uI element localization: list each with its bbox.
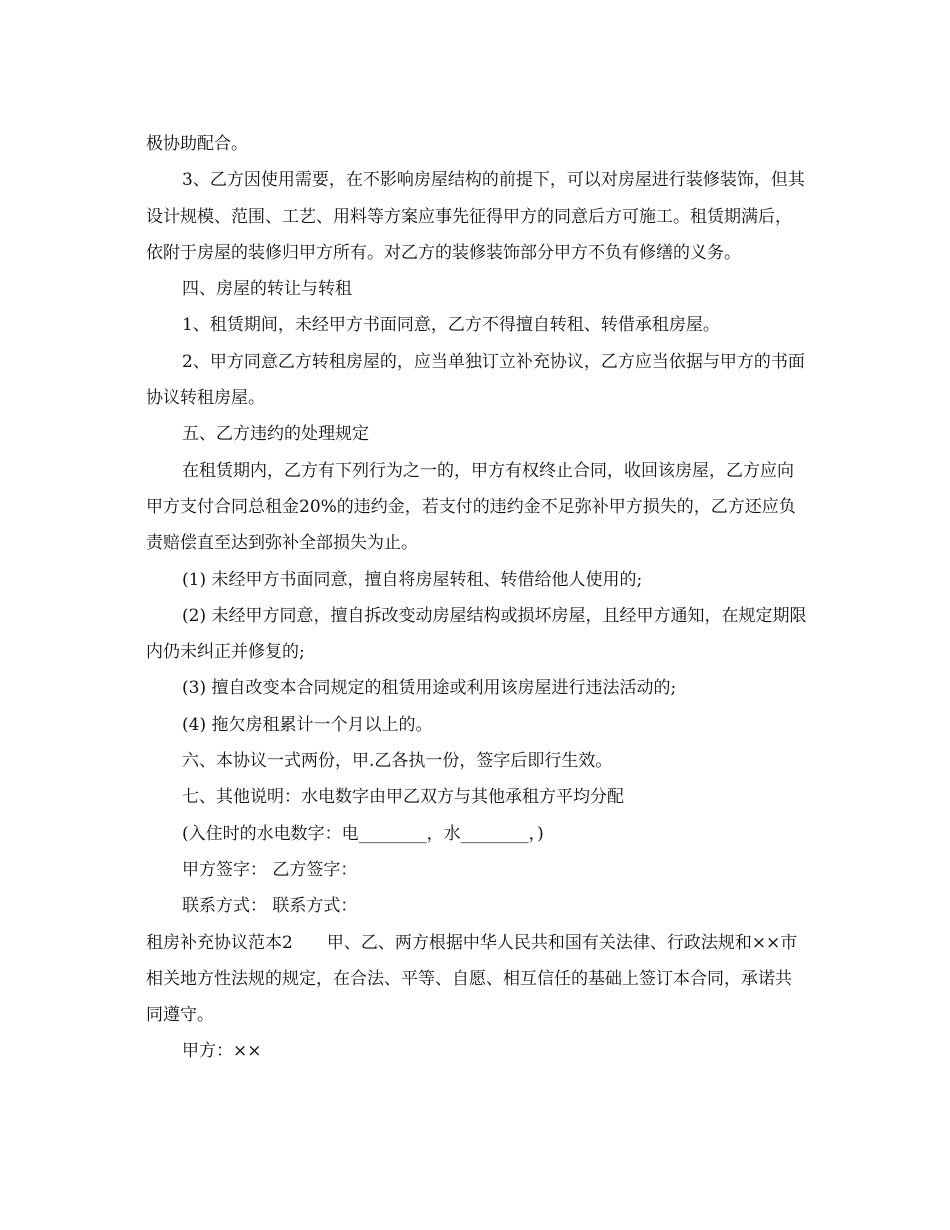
list-item: (3) 擅自改变本合同规定的租赁用途或利用该房屋进行违法活动的; xyxy=(182,678,677,699)
paragraph: 六、本协议一式两份，甲.乙各执一份，签字后即行生效。 xyxy=(182,751,613,772)
signature-line: 甲方签字： 乙方签字： xyxy=(182,859,358,880)
paragraph: (入住时的水电数字：电________，水________，) xyxy=(182,823,544,844)
section-heading: 四、房屋的转让与转租 xyxy=(182,279,352,300)
list-item: (4) 拖欠房租累计一个月以上的。 xyxy=(182,714,433,735)
party-line: 甲方：×× xyxy=(182,1041,262,1062)
document-body xyxy=(146,126,808,1070)
section-heading: 五、乙方违约的处理规定 xyxy=(182,424,369,445)
paragraph: 1、租赁期间，未经甲方书面同意，乙方不得擅自转租、转借承租房屋。 xyxy=(182,315,720,336)
paragraph: 极协助配合。 xyxy=(146,134,248,154)
paragraph: 3、乙方因使用需要，在不影响房屋结构的前提下，可以对房屋进行装修装饰，但其设计规模、范围、工艺、用料等方案应事先征得甲方的同意后方可施工。租赁期满后，依附于房屋的装修归甲方所有。对乙方的装修装饰部分甲方不负有修缮的义务。 xyxy=(146,170,805,263)
contact-line: 联系方式： 联系方式： xyxy=(182,896,358,917)
paragraph: 租房补充协议范本2 甲、乙、两方根据中华人民共和国有关法律、行政法规和××市相关地方性法规的规定，在合法、平等、自愿、相互信任的基础上签订本合同，承诺共同遵守。 xyxy=(146,932,798,1026)
paragraph: 七、其他说明：水电数字由甲乙双方与其他承租方平均分配 xyxy=(182,787,624,808)
list-item: (2) 未经甲方同意，擅自拆改变动房屋结构或损坏房屋，且经甲方通知，在规定期限内仍未纠正并修复的; xyxy=(146,605,807,663)
paragraph: 2、甲方同意乙方转租房屋的，应当单独订立补充协议，乙方应当依据与甲方的书面协议转租房屋。 xyxy=(146,351,805,409)
paragraph: 在租赁期内，乙方有下列行为之一的，甲方有权终止合同，收回该房屋，乙方应向甲方支付合同总租金20%的违约金，若支付的违约金不足弥补甲方损失的，乙方还应负责赔偿直至达到弥补全部损失为止。 xyxy=(146,460,796,554)
list-item: (1) 未经甲方书面同意，擅自将房屋转租、转借给他人使用的; xyxy=(182,569,643,590)
